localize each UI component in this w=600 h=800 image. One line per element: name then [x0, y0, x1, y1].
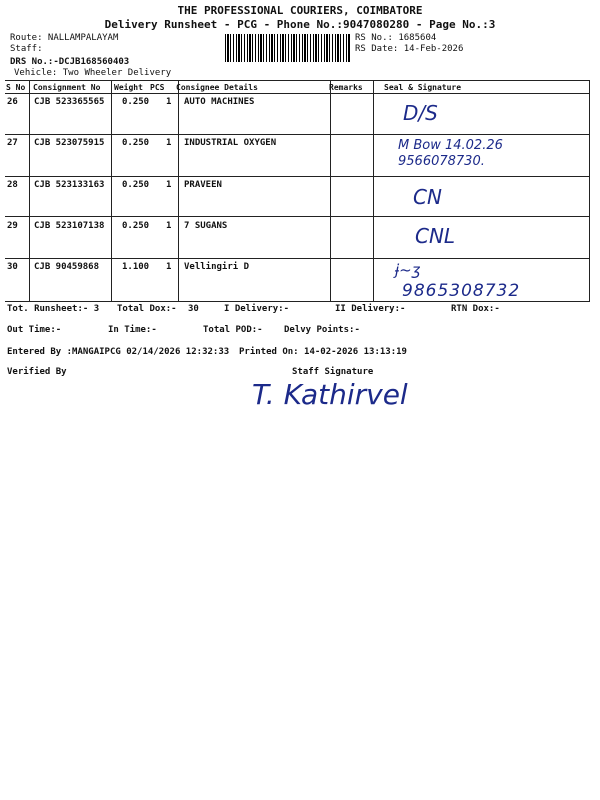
row-consignee: AUTO MACHINES: [184, 97, 255, 107]
col-signature: Seal & Signature: [384, 83, 462, 92]
row-signature: CN: [413, 185, 442, 209]
row-pcs: 1: [166, 97, 172, 107]
ii-delivery: II Delivery:-: [335, 304, 406, 314]
col-pcs: PCS: [150, 83, 165, 92]
total-pod: Total POD:-: [203, 325, 263, 335]
row-signature: 9865308732: [402, 281, 521, 301]
drs-number: DRS No.:-DCJB168560403: [10, 57, 130, 67]
delvy-points: Delvy Points:-: [284, 325, 360, 335]
rs-date: RS Date: 14-Feb-2026: [355, 44, 464, 54]
row-sno: 28: [7, 180, 18, 190]
row-consignment: CJB 523365565: [34, 97, 105, 107]
staff-label: Staff:: [10, 44, 43, 54]
row-signature: M Bow 14.02.26 9566078730.: [398, 138, 503, 169]
col-consignment: Consignment No: [33, 83, 101, 92]
col-weight: Weight: [114, 83, 143, 92]
row-consignee: INDUSTRIAL OXYGEN: [184, 138, 277, 148]
row-weight: 1.100: [122, 262, 150, 272]
col-sno: S No: [6, 83, 26, 92]
row-weight: 0.250: [122, 221, 150, 231]
row-pcs: 1: [166, 221, 172, 231]
printed-on: Printed On: 14-02-2026 13:13:19: [239, 347, 407, 357]
route-label: Route: NALLAMPALAYAM: [10, 33, 119, 43]
total-dox-value: 30: [188, 304, 199, 314]
row-consignment: CJB 523075915: [34, 138, 105, 148]
row-signature: CNL: [415, 224, 456, 248]
row-pcs: 1: [166, 180, 172, 190]
runsheet-subtitle: Delivery Runsheet - PCG - Phone No.:9047080280 - Page No.:3: [104, 18, 496, 31]
company-title: THE PROFESSIONAL COURIERS, COIMBATORE: [177, 4, 423, 17]
barcode: [225, 34, 351, 62]
row-sno: 29: [7, 221, 18, 231]
row-consignment: CJB 90459868: [34, 262, 100, 272]
vehicle-label: Vehicle: Two Wheeler Delivery: [14, 68, 172, 78]
row-pcs: 1: [166, 138, 172, 148]
scribble-mark: ɉ~ʒ: [395, 261, 421, 279]
rtn-dox: RTN Dox:-: [451, 304, 500, 314]
out-time: Out Time:-: [7, 325, 62, 335]
entered-by: Entered By :MANGAIPCG 02/14/2026 12:32:33: [7, 347, 230, 357]
total-dox-label: Total Dox:-: [117, 304, 177, 314]
rs-number: RS No.: 1685604: [355, 33, 437, 43]
col-consignee: Consignee Details: [176, 83, 258, 92]
verified-by: Verified By: [7, 367, 67, 377]
staff-signature-label: Staff Signature: [292, 367, 374, 377]
row-consignment: CJB 523133163: [34, 180, 105, 190]
row-weight: 0.250: [122, 180, 150, 190]
i-delivery: I Delivery:-: [224, 304, 290, 314]
row-signature: D/S: [403, 101, 438, 125]
row-consignee: 7 SUGANS: [184, 221, 228, 231]
row-pcs: 1: [166, 262, 172, 272]
col-remarks: Remarks: [329, 83, 363, 92]
row-weight: 0.250: [122, 138, 150, 148]
row-consignment: CJB 523107138: [34, 221, 105, 231]
staff-signature: T. Kathirvel: [252, 378, 408, 411]
in-time: In Time:-: [108, 325, 157, 335]
row-weight: 0.250: [122, 97, 150, 107]
row-consignee: PRAVEEN: [184, 180, 222, 190]
tot-runsheet: Tot. Runsheet:- 3: [7, 304, 100, 314]
row-sno: 30: [7, 262, 18, 272]
row-sno: 26: [7, 97, 18, 107]
row-consignee: Vellingiri D: [184, 262, 250, 272]
row-sno: 27: [7, 138, 18, 148]
